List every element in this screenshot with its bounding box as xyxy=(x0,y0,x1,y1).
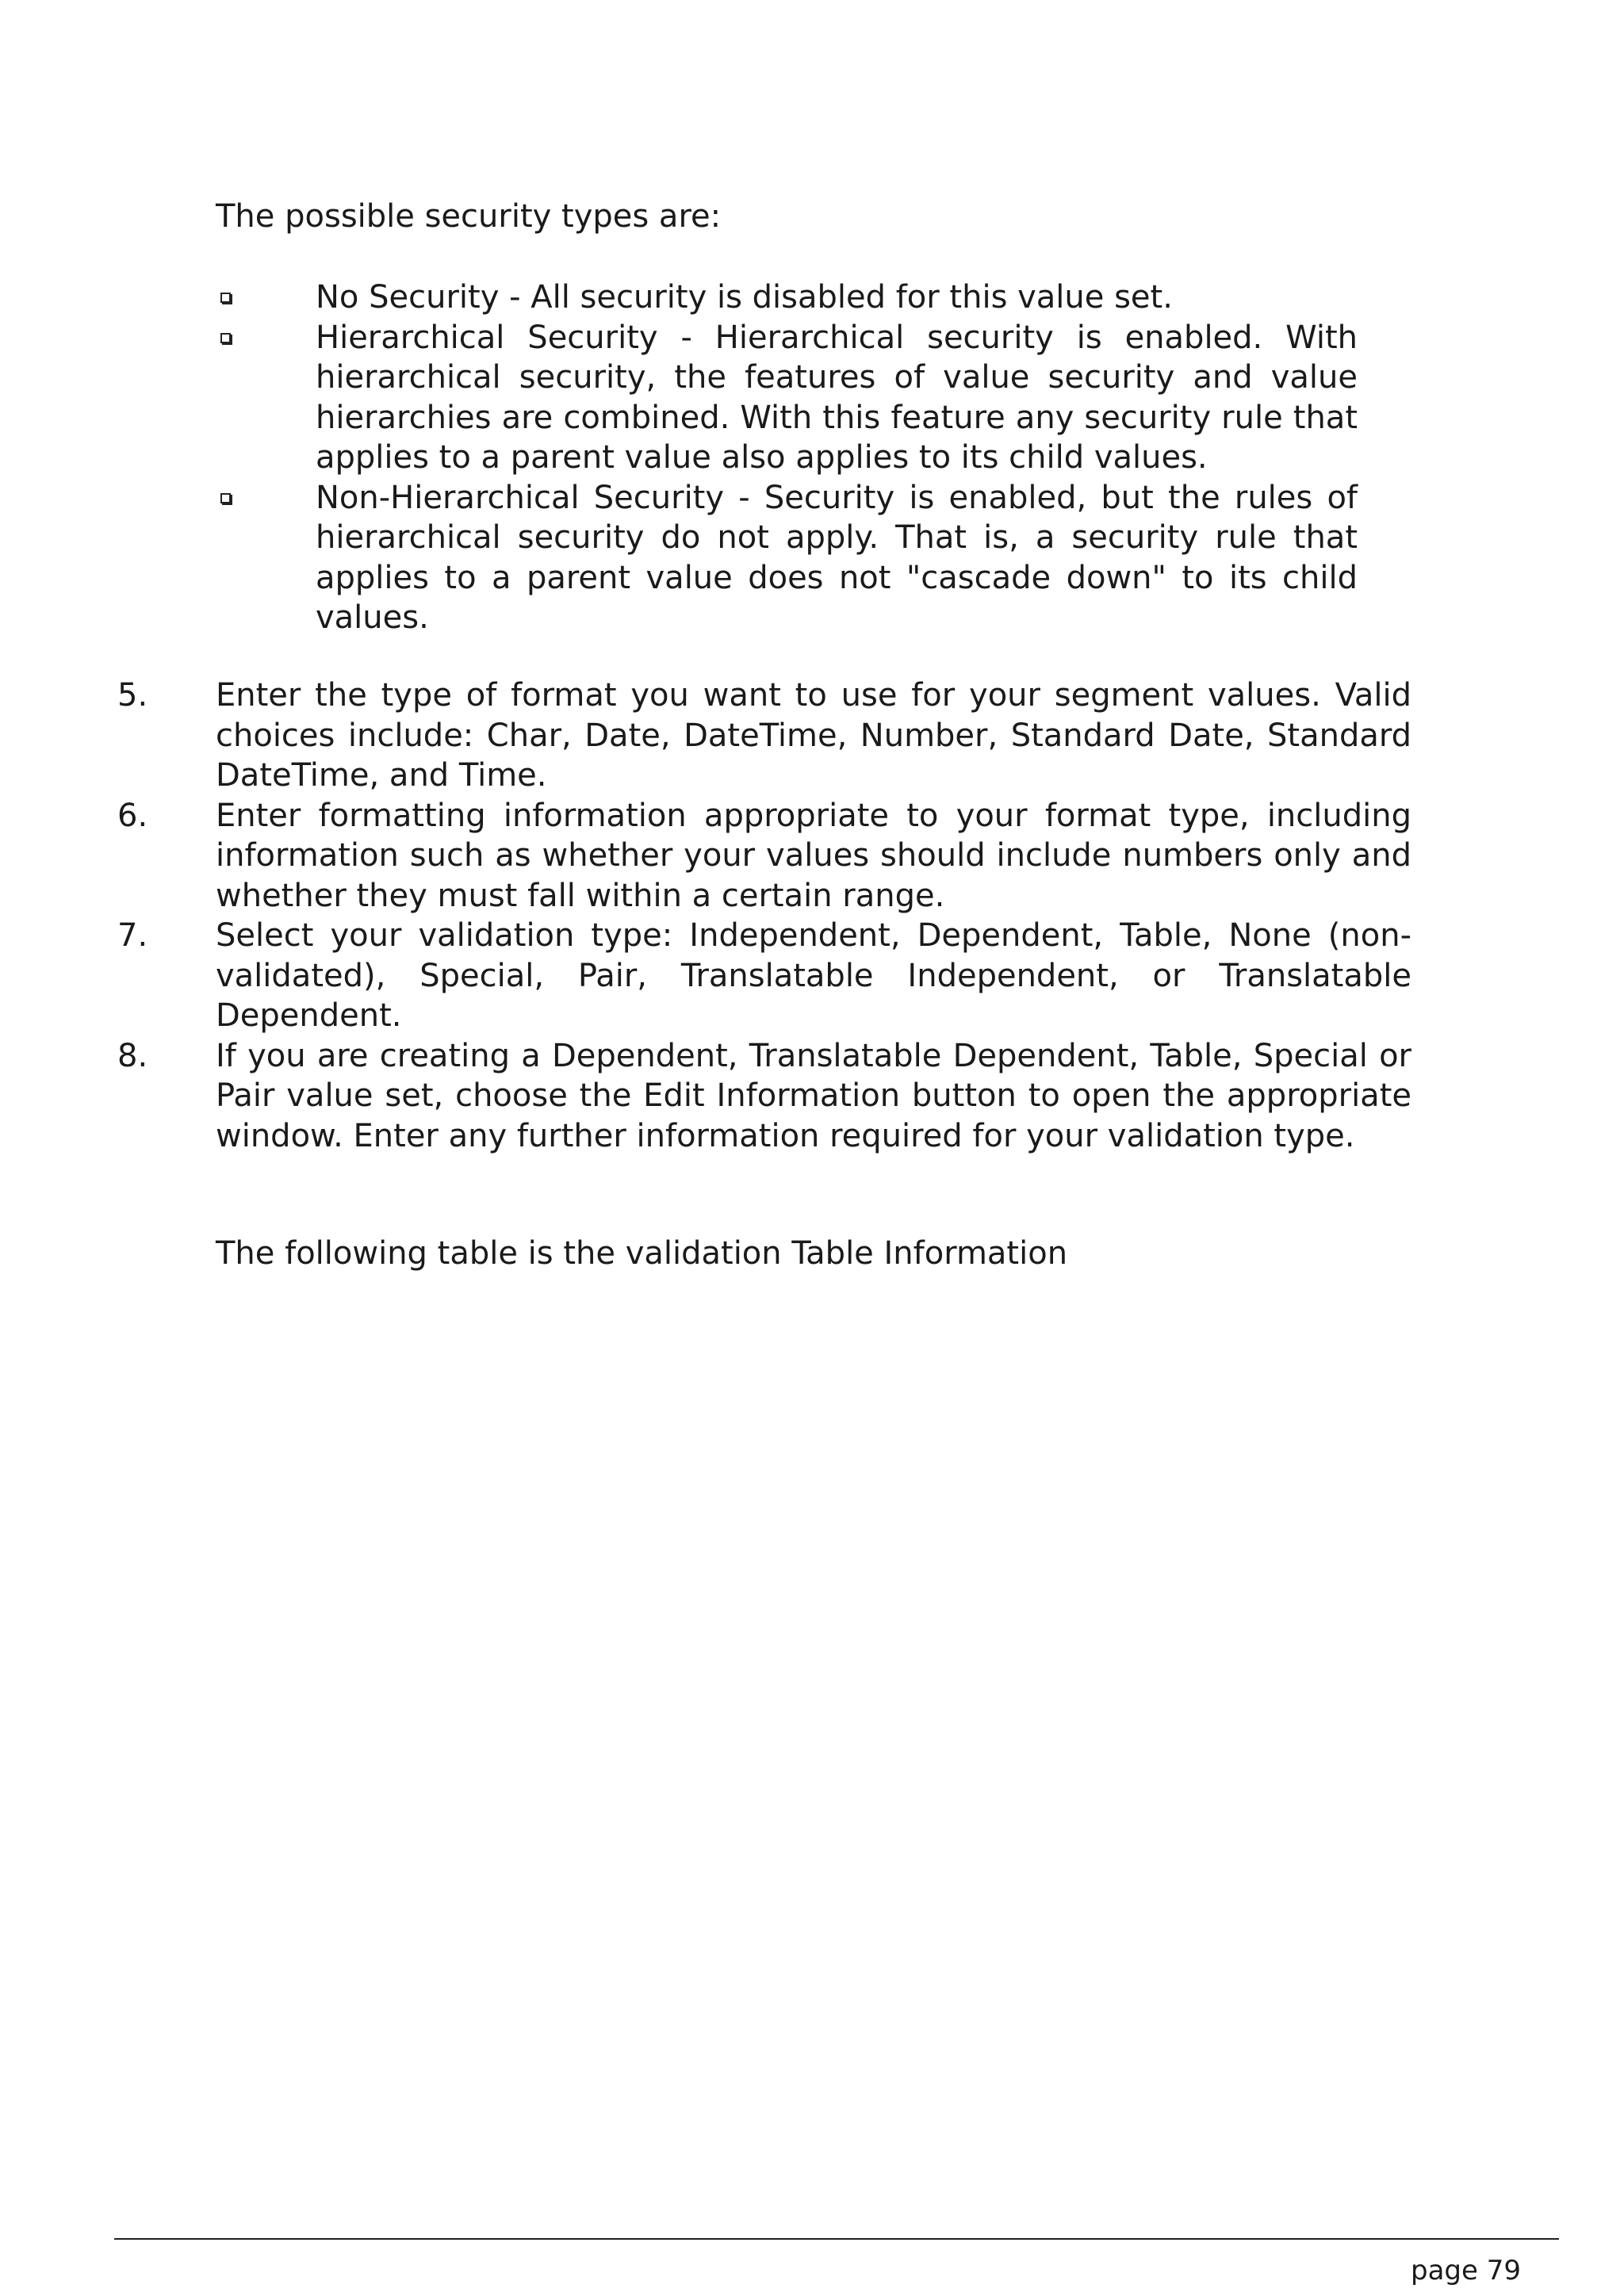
security-types-list xyxy=(216,277,1358,638)
step-number: 6. xyxy=(117,797,148,834)
step-number: 5. xyxy=(117,677,148,714)
step-text: If you are creating a Dependent, Translatable Dependent, Table, Special or Pair value set, choose the Edit Information button to open the appropriate window. Enter any further information required for your validation type. xyxy=(216,1037,1411,1154)
step-number: 8. xyxy=(117,1037,148,1074)
list-item xyxy=(216,277,1358,318)
list-item-text: No Security - All security is disabled for this value set. xyxy=(316,279,1173,316)
page-number: page 79 xyxy=(1411,2255,1521,2286)
steps-list xyxy=(117,675,1411,1156)
checkbox-bullet-icon xyxy=(220,333,231,343)
step-item xyxy=(117,675,1411,796)
step-number: 7. xyxy=(117,917,148,954)
list-item-text: Non-Hierarchical Security - Security is enabled, but the rules of hierarchical security do not apply. That is, a security rule that applies to a parent value does not "cascade down" to its child values. xyxy=(316,479,1358,636)
closing-paragraph: The following table is the validation Table Information xyxy=(216,1235,1068,1272)
step-text: Select your validation type: Independent, Dependent, Table, None (non-validated), Special, Pair, Translatable Independent, or Translatable Dependent. xyxy=(216,917,1411,1034)
list-item xyxy=(216,318,1358,478)
checkbox-bullet-icon xyxy=(220,493,231,503)
footer-divider xyxy=(114,2238,1559,2240)
list-item xyxy=(216,478,1358,638)
intro-paragraph: The possible security types are: xyxy=(216,198,722,235)
step-item xyxy=(117,1036,1411,1157)
step-item xyxy=(117,796,1411,916)
step-text: Enter the type of format you want to use for your segment values. Valid choices include: Char, Date, DateTime, Number, Standard Date, Standard DateTime, and Time. xyxy=(216,677,1411,794)
checkbox-bullet-icon xyxy=(220,293,231,303)
step-text: Enter formatting information appropriate to your format type, including information such as whether your values should include numbers only and whether they must fall within a certain range. xyxy=(216,797,1411,914)
step-item xyxy=(117,916,1411,1036)
list-item-text: Hierarchical Security - Hierarchical security is enabled. With hierarchical security, the features of value security and value hierarchies are combined. With this feature any security rule that applies to a parent value also applies to its child values. xyxy=(316,319,1358,476)
